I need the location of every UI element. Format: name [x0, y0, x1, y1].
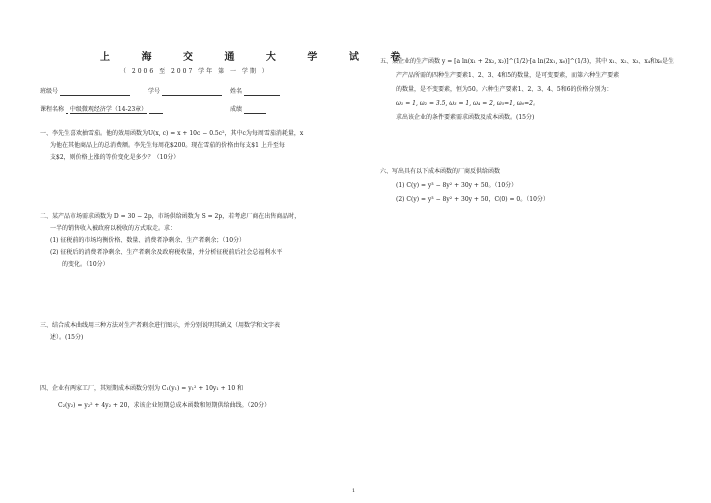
score-field — [230, 106, 266, 114]
class-blank[interactable] — [60, 89, 130, 96]
q6-line2: (1) C(y) = y³ − 8y² + 30y + 50。（10分） — [396, 182, 518, 189]
student-id-blank[interactable] — [162, 89, 222, 96]
q5-line3: 的数量，是不变要素，恒为50。六种生产要素1、2、3、4、5和6的价格分别为： — [396, 86, 613, 93]
score-blank[interactable] — [244, 107, 266, 114]
course-label: 课程名称 — [40, 106, 65, 113]
exam-subtitle: （ 2006 至 2007 学年 第 一 学期 ） — [120, 68, 270, 75]
student-id-label: 学号 — [148, 88, 161, 95]
q6-line1: 六、写出具有以下成本函数的厂商反供给函数 — [380, 168, 501, 175]
q2-line1: 二、某产品市场需求函数为 D = 30 − 2p，市场供给函数为 S = 2p，若考虑厂商在出售商品时， — [40, 213, 301, 220]
name-label: 姓名 — [230, 88, 243, 95]
course-value: 中级微观经济学（14-23章） — [69, 106, 148, 113]
q5-line2: 产产品所需的四种生产要素1、2、3、4和5的数量，是可变要素，而第六种生产要素 — [396, 72, 620, 79]
q1-line3: 支$2，则价格上涨的等价变化是多少？（10分） — [50, 154, 180, 161]
q4-line2: C₂(y₂) = y₂² + 4y₂ + 20，求该企业短期总成本函数和短期供给曲线。（20分） — [58, 402, 271, 409]
q1-line1: 一、李先生喜欢抽雪茄。他的效用函数为U(x, c) = x + 10c − 0.5c²，其中c为每周雪茄消耗量，x — [40, 130, 304, 137]
q1-line2: 为他在其他商品上的总消费额。李先生每周花$200。现在雪茄的价格由每支$1 上升至每 — [50, 142, 285, 149]
q2-line4: (2) 征税后的消费者净剩余、生产者剩余及政府税收量，并分析征税前后社会总福利水平 — [50, 249, 283, 256]
q5-line5: 求出该企业的条件要素需求函数及成本函数。(15分) — [396, 114, 535, 121]
name-blank[interactable] — [244, 89, 280, 96]
student-id-field — [148, 88, 222, 96]
q2-line3: (1) 征税前的市场均衡价格、数量、消费者净剩余、生产者剩余；（10分） — [50, 237, 246, 244]
class-label: 班级号 — [40, 88, 59, 95]
q6-line3: (2) C(y) = y³ − 8y² + 30y + 50，C(0) = 0。（10分） — [396, 196, 549, 203]
course-field — [40, 106, 163, 114]
exam-title: 上 海 交 通 大 学 试 卷 — [100, 52, 415, 63]
q3-line2: 述）。(15分) — [50, 334, 84, 341]
q5-line1: 五、某企业的生产函数 y = [a ln(x₁ + 2x₂, x₂)]^(1/2)·[a ln(2x₁, x₆)]^(1/3)，其中 x₁、x₂、x₃、x₄和x₆是生 — [380, 58, 674, 65]
q2-line5: 的变化。（10分） — [62, 261, 109, 268]
page-number: 1 — [352, 488, 356, 494]
q4-line1: 四、企业有两家工厂，其短期成本函数分别为 C₁(y₁) = y₁² + 10y₁ + 10 和 — [40, 385, 244, 392]
score-label: 成绩 — [230, 106, 243, 113]
class-field — [40, 88, 130, 96]
q5-line4: ω₁ = 1, ω₂ = 3.5, ω₃ = 1, ω₄ = 2, ω₅=1, ω₆=2。 — [396, 100, 539, 107]
q2-line2: 一半的销售收入被政府以税收的方式取走。求： — [50, 225, 177, 232]
q3-line1: 三、结合成本曲线用三种方法对生产者剩余进行图示，并分别说明其涵义（用数学和文字表 — [40, 322, 281, 329]
name-field — [230, 88, 280, 96]
